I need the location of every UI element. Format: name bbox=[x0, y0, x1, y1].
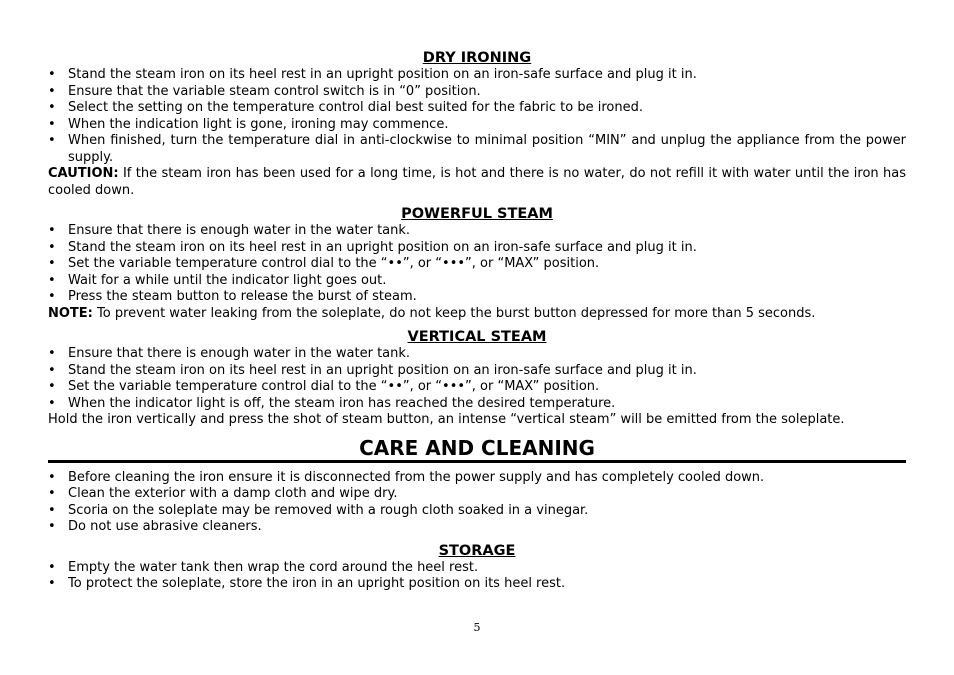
note-text: To prevent water leaking from the soleplate, do not keep the burst button depressed for more than 5 seconds. bbox=[92, 305, 816, 321]
list-item-text: Stand the steam iron on its heel rest in an upright position on an iron-safe surface and plug it in. bbox=[68, 67, 697, 82]
note-label: NOTE: bbox=[48, 305, 93, 321]
care-and-cleaning-heading: CARE AND CLEANING bbox=[48, 436, 906, 463]
dry-ironing-list bbox=[48, 67, 906, 166]
list-item-text: Wait for a while until the indicator light goes out. bbox=[68, 272, 387, 288]
list-item bbox=[48, 346, 906, 363]
bullet-icon: • bbox=[48, 289, 56, 304]
bullet-icon: • bbox=[48, 346, 56, 361]
list-item-text: Empty the water tank then wrap the cord around the heel rest. bbox=[68, 559, 479, 575]
list-item-text: Select the setting on the temperature control dial best suited for the fabric to be ironed. bbox=[68, 100, 643, 115]
bullet-icon: • bbox=[48, 379, 56, 394]
bullet-icon: • bbox=[48, 469, 56, 485]
list-item bbox=[48, 486, 906, 503]
list-item bbox=[48, 240, 906, 257]
list-item-text: Ensure that there is enough water in the water tank. bbox=[68, 346, 411, 361]
vertical-steam-closing: Hold the iron vertically and press the shot of steam button, an intense “vertical steam” will be emitted from the soleplate. bbox=[48, 412, 845, 427]
list-item-text: When the indication light is gone, ironing may commence. bbox=[68, 116, 449, 132]
list-item bbox=[48, 396, 906, 413]
caution-text: If the steam iron has been used for a long time, is hot and there is no water, do not refill it with water until the iron has cooled down. bbox=[48, 166, 906, 198]
list-item-text: Set the variable temperature control dial to the “••”, or “•••”, or “MAX” position. bbox=[68, 256, 600, 271]
bullet-icon: • bbox=[48, 502, 56, 518]
note-paragraph bbox=[48, 306, 906, 323]
bullet-icon: • bbox=[48, 362, 56, 378]
list-item-text: When finished, turn the temperature dial in anti-clockwise to minimal position “MIN” and unplug the appliance from the power supply. bbox=[68, 133, 906, 165]
list-item bbox=[48, 289, 906, 306]
bullet-icon: • bbox=[48, 559, 56, 575]
list-item bbox=[48, 67, 906, 84]
list-item bbox=[48, 84, 906, 101]
list-item-text: Before cleaning the iron ensure it is disconnected from the power supply and has completely cooled down. bbox=[68, 469, 765, 485]
bullet-icon: • bbox=[48, 486, 56, 501]
caution-paragraph bbox=[48, 166, 906, 199]
dry-ironing-heading: DRY IRONING bbox=[422, 50, 532, 66]
bullet-icon: • bbox=[48, 576, 56, 591]
list-item-text: Clean the exterior with a damp cloth and wipe dry. bbox=[68, 486, 398, 501]
list-item bbox=[48, 133, 906, 166]
list-item bbox=[48, 117, 906, 134]
bullet-icon: • bbox=[48, 223, 56, 238]
list-item bbox=[48, 560, 906, 577]
list-item-text: Set the variable temperature control dial to the “••”, or “•••”, or “MAX” position. bbox=[68, 379, 600, 394]
list-item-text: Do not use abrasive cleaners. bbox=[68, 519, 262, 534]
bullet-icon: • bbox=[48, 83, 56, 99]
bullet-icon: • bbox=[48, 116, 56, 132]
storage-list bbox=[48, 560, 906, 593]
list-item-text: To protect the soleplate, store the iron in an upright position on its heel rest. bbox=[68, 576, 566, 591]
list-item bbox=[48, 100, 906, 117]
list-item bbox=[48, 503, 906, 520]
list-item-text: Ensure that the variable steam control switch is in “0” position. bbox=[68, 83, 481, 99]
list-item-text: Press the steam button to release the burst of steam. bbox=[68, 289, 417, 304]
list-item bbox=[48, 223, 906, 240]
bullet-icon: • bbox=[48, 272, 56, 288]
powerful-steam-heading: POWERFUL STEAM bbox=[401, 206, 553, 222]
list-item bbox=[48, 256, 906, 273]
list-item bbox=[48, 470, 906, 487]
bullet-icon: • bbox=[48, 395, 56, 411]
list-item-text: Ensure that there is enough water in the water tank. bbox=[68, 223, 411, 238]
bullet-icon: • bbox=[48, 239, 56, 255]
list-item bbox=[48, 576, 906, 593]
list-item bbox=[48, 273, 906, 290]
bullet-icon: • bbox=[48, 133, 56, 148]
storage-heading: STORAGE bbox=[438, 542, 516, 559]
bullet-icon: • bbox=[48, 100, 56, 115]
list-item-text: Scoria on the soleplate may be removed with a rough cloth soaked in a vinegar. bbox=[68, 502, 589, 518]
list-item-text: Stand the steam iron on its heel rest in an upright position on an iron-safe surface and plug it in. bbox=[68, 239, 697, 255]
list-item bbox=[48, 379, 906, 396]
bullet-icon: • bbox=[48, 256, 56, 271]
bullet-icon: • bbox=[48, 519, 56, 534]
manual-page bbox=[48, 48, 906, 593]
list-item bbox=[48, 363, 906, 380]
list-item-text: When the indicator light is off, the steam iron has reached the desired temperature. bbox=[68, 395, 616, 411]
list-item bbox=[48, 519, 906, 536]
list-item-text: Stand the steam iron on its heel rest in an upright position on an iron-safe surface and plug it in. bbox=[68, 362, 697, 378]
vertical-steam-list bbox=[48, 346, 906, 412]
powerful-steam-list bbox=[48, 223, 906, 306]
vertical-steam-heading: VERTICAL STEAM bbox=[407, 329, 547, 345]
page-number: 5 bbox=[473, 621, 481, 634]
caution-label: CAUTION: bbox=[48, 166, 119, 181]
bullet-icon: • bbox=[48, 67, 56, 82]
care-and-cleaning-list bbox=[48, 470, 906, 536]
